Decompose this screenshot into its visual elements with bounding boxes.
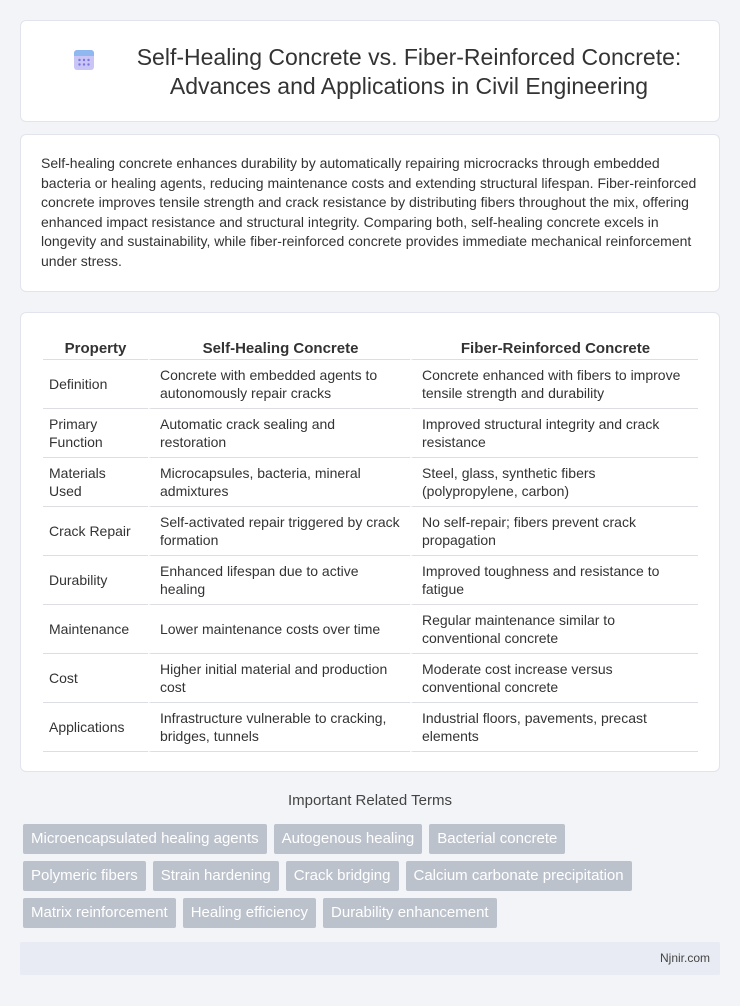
table-row bbox=[43, 409, 698, 458]
table-row bbox=[43, 556, 698, 605]
table-row bbox=[43, 507, 698, 556]
property-cell: Applications bbox=[43, 703, 148, 752]
fiber-reinforced-cell: No self-repair; fibers prevent crack propagation bbox=[410, 507, 698, 556]
self-healing-cell: Lower maintenance costs over time bbox=[148, 605, 410, 654]
fiber-reinforced-cell: Regular maintenance similar to conventional concrete bbox=[410, 605, 698, 654]
table-row bbox=[43, 654, 698, 703]
self-healing-cell: Automatic crack sealing and restoration bbox=[148, 409, 410, 458]
related-term-tag[interactable]: Durability enhancement bbox=[323, 898, 497, 928]
comparison-table-card bbox=[20, 312, 720, 772]
footer bbox=[20, 942, 720, 975]
fiber-reinforced-cell: Concrete enhanced with fibers to improve tensile strength and durability bbox=[410, 360, 698, 409]
fiber-reinforced-cell: Improved toughness and resistance to fatigue bbox=[410, 556, 698, 605]
self-healing-cell: Microcapsules, bacteria, mineral admixtures bbox=[148, 458, 410, 507]
self-healing-cell: Concrete with embedded agents to autonomously repair cracks bbox=[148, 360, 410, 409]
fiber-reinforced-cell: Industrial floors, pavements, precast elements bbox=[410, 703, 698, 752]
table-row bbox=[43, 458, 698, 507]
related-term-tag[interactable]: Calcium carbonate precipitation bbox=[406, 861, 632, 891]
tag-row bbox=[23, 861, 723, 891]
table-row bbox=[43, 360, 698, 409]
tag-row bbox=[23, 824, 723, 854]
related-term-tag[interactable]: Healing efficiency bbox=[183, 898, 316, 928]
property-cell: Definition bbox=[43, 360, 148, 409]
related-term-tag[interactable]: Microencapsulated healing agents bbox=[23, 824, 267, 854]
column-header-fiber-reinforced: Fiber-Reinforced Concrete bbox=[410, 335, 698, 360]
title-card bbox=[20, 20, 720, 122]
property-cell: Cost bbox=[43, 654, 148, 703]
title-wrap bbox=[73, 43, 699, 101]
related-term-tag[interactable]: Crack bridging bbox=[286, 861, 399, 891]
related-term-tag[interactable]: Strain hardening bbox=[153, 861, 279, 891]
fiber-reinforced-cell: Improved structural integrity and crack resistance bbox=[410, 409, 698, 458]
intro-card bbox=[20, 134, 720, 292]
table-header-row bbox=[43, 335, 698, 360]
tag-row bbox=[23, 898, 723, 928]
footer-site-link[interactable]: Njnir.com bbox=[659, 951, 710, 965]
table-row bbox=[43, 703, 698, 752]
column-header-self-healing: Self-Healing Concrete bbox=[148, 335, 410, 360]
self-healing-cell: Infrastructure vulnerable to cracking, bridges, tunnels bbox=[148, 703, 410, 752]
related-term-tag[interactable]: Bacterial concrete bbox=[429, 824, 565, 854]
property-cell: Materials Used bbox=[43, 458, 148, 507]
related-term-tag[interactable]: Polymeric fibers bbox=[23, 861, 146, 891]
related-terms-heading: Important Related Terms bbox=[288, 792, 452, 809]
self-healing-cell: Self-activated repair triggered by crack formation bbox=[148, 507, 410, 556]
self-healing-cell: Enhanced lifespan due to active healing bbox=[148, 556, 410, 605]
page-title: Self-Healing Concrete vs. Fiber-Reinforced Concrete: Advances and Applications in Civil Engineering bbox=[136, 44, 682, 99]
related-terms-list bbox=[23, 824, 723, 935]
related-term-tag[interactable]: Matrix reinforcement bbox=[23, 898, 176, 928]
calendar-grid-icon bbox=[73, 47, 95, 71]
column-header-property: Property bbox=[43, 335, 148, 360]
self-healing-cell: Higher initial material and production cost bbox=[148, 654, 410, 703]
property-cell: Durability bbox=[43, 556, 148, 605]
related-term-tag[interactable]: Autogenous healing bbox=[274, 824, 423, 854]
intro-paragraph: Self-healing concrete enhances durability by automatically repairing microcracks through embedded bacteria or healing agents, reducing maintenance costs and extending structural lifespan. Fiber-reinforced concrete improves tensile strength and crack resistance by distributing fibers throughout the mix, offering enhanced impact resistance and structural integrity. Comparing both, self-healing concrete excels in longevity and sustainability, while fiber-reinforced concrete provides immediate mechanical reinforcement under stress. bbox=[41, 155, 697, 269]
property-cell: Crack Repair bbox=[43, 507, 148, 556]
property-cell: Maintenance bbox=[43, 605, 148, 654]
fiber-reinforced-cell: Steel, glass, synthetic fibers (polypropylene, carbon) bbox=[410, 458, 698, 507]
property-cell: Primary Function bbox=[43, 409, 148, 458]
fiber-reinforced-cell: Moderate cost increase versus conventional concrete bbox=[410, 654, 698, 703]
comparison-table bbox=[43, 335, 698, 752]
table-row bbox=[43, 605, 698, 654]
